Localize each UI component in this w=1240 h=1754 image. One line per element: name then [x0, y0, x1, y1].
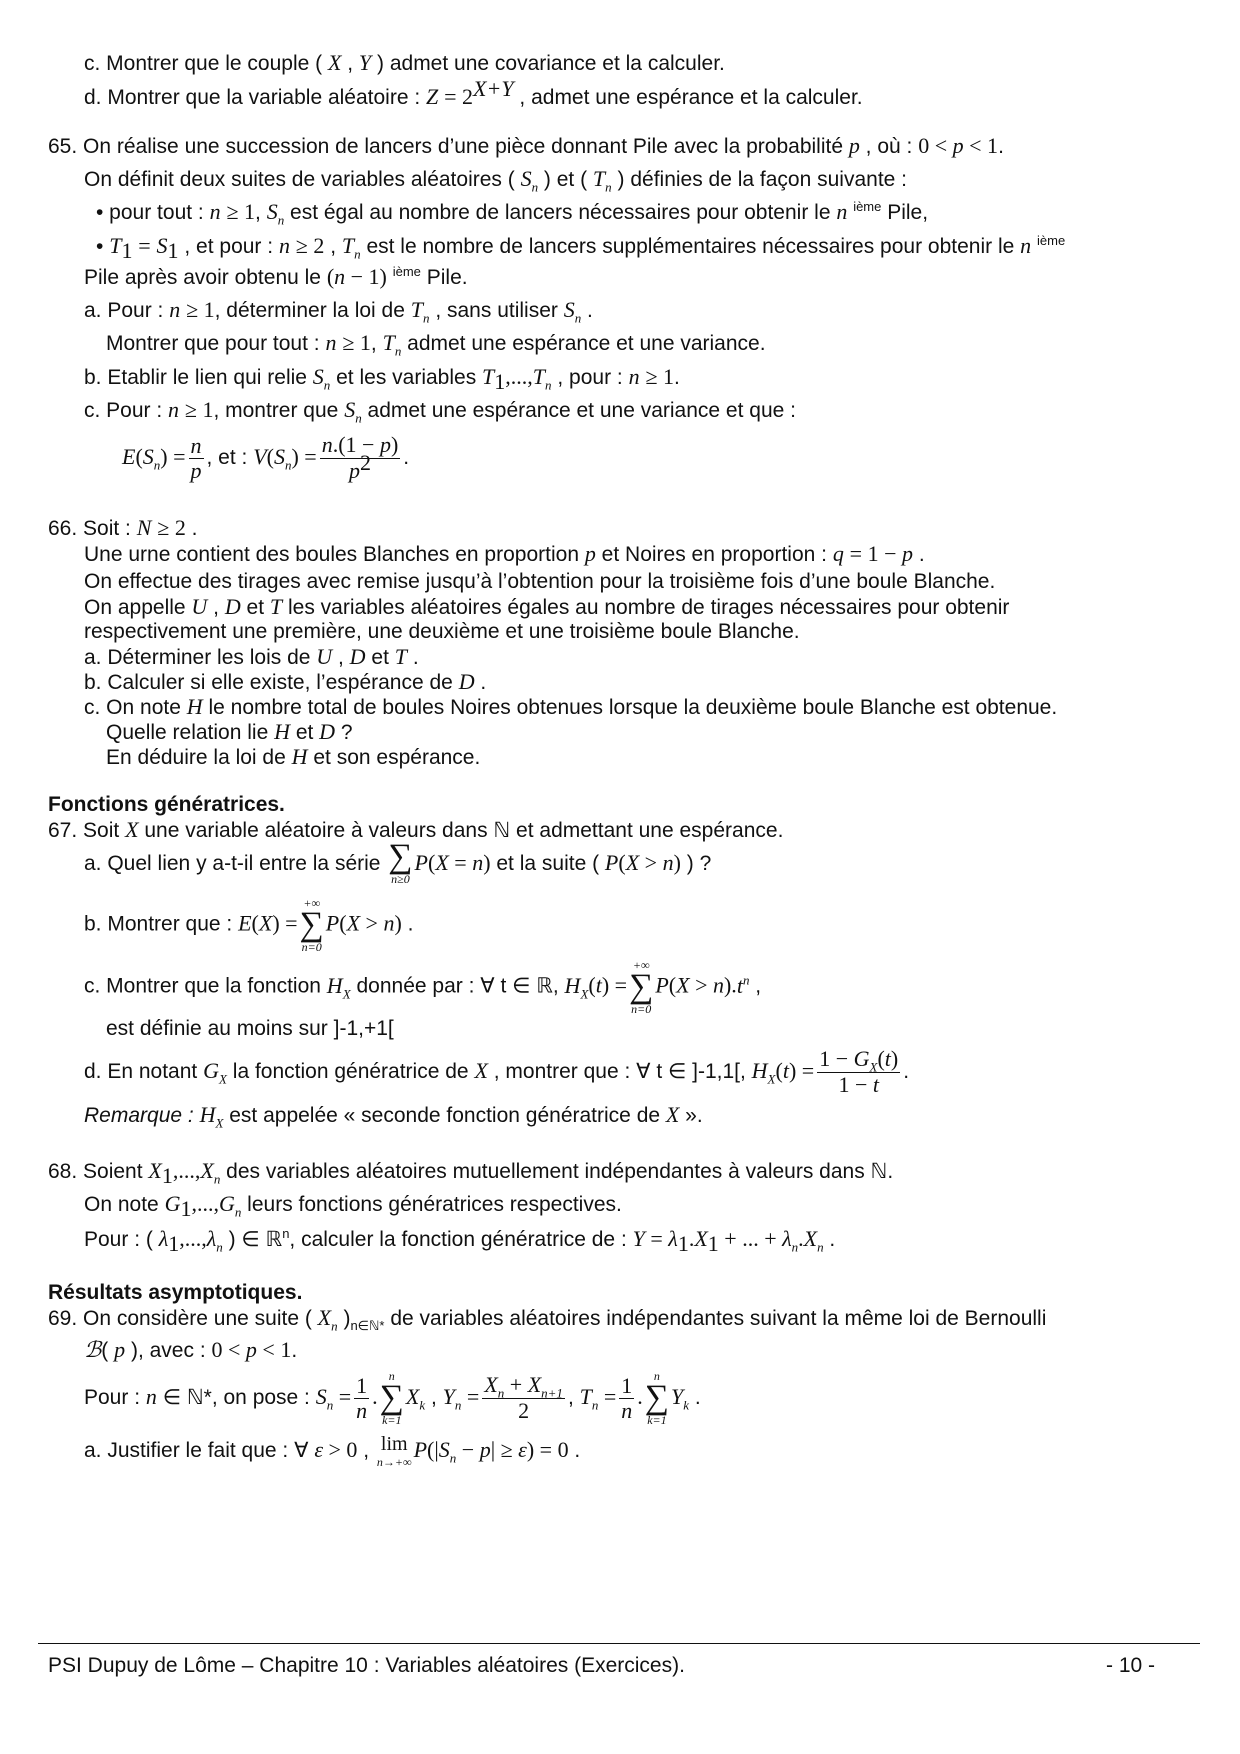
- ex65-bullet2: • $T_1 = S_1$ , et pour : n ≥ 2 , $T_n$ est le nombre de lancers supplémentaires nécessaires pour obtenir le n $^{ième}$: [96, 233, 1066, 264]
- ex65-c: c. Pour : n ≥ 1, montrer que $S_n$ admet une espérance et une variance et que :: [84, 397, 796, 426]
- ex67-a: a. Quel lien y a-t-il entre la série ∑ n≥0 P(X = n) et la suite ( P(X > n) ) ?: [84, 838, 712, 887]
- ex67-c2: est définie au moins sur ]-1,+1[: [106, 1017, 394, 1040]
- ex69-intro: 69. On considère une suite ( $X_n$ )$_{n\in ℕ*}$ de variables aléatoires indépendantes suivant la même loi de Bernoulli: [48, 1305, 1047, 1334]
- ex69-l2: Pour : n ∈ ℕ*, on pose : $S_n$ = $\frac{1}{n}$ . n ∑ k=1 $X_k$ , $Y_n$ = $\frac{X_n + X_{n+1}}{2}$ , $T_n$ = $\frac{1}{n}$ . n ∑ k=1 $Y_k$ .: [84, 1369, 701, 1428]
- ex68-l2: Pour : ( $\lambda_1,...,\lambda_n$ ) ∈ ℝ$^n$, calculer la fonction génératrice de : $Y = \lambda_1.X_1$ + ... + $\lambda_n.X_n$ .: [84, 1226, 836, 1257]
- ex68-intro: 68. Soient $X_1,...,X_n$ des variables aléatoires mutuellement indépendantes à valeurs dans ℕ.: [48, 1158, 894, 1189]
- ex64-c: c. Montrer que le couple ( X , Y ) admet une covariance et la calculer.: [84, 50, 725, 75]
- ex65-a2: Montrer que pour tout : n ≥ 1, $T_n$ admet une espérance et une variance.: [106, 330, 766, 359]
- ex65-b: b. Etablir le lien qui relie $S_n$ et les variables $T_1,...,T_n$ , pour : n ≥ 1.: [84, 364, 680, 395]
- ex65-a1: a. Pour : n ≥ 1, déterminer la loi de $T_n$ , sans utiliser $S_n$ .: [84, 297, 593, 326]
- ex67-c: c. Montrer que la fonction $H_X$ donnée par : ∀ t ∈ ℝ, $H_X(t)$ = +∞ ∑ n=0 $P(X > n).t^n$ ,: [84, 958, 762, 1016]
- ex67-d: d. En notant $G_X$ la fonction génératrice de X , montrer que : ∀ t ∈ ]-1,1[, $H_X(t)$ = $\frac{1 - G_X(t)}{1 - t}$ .: [84, 1045, 910, 1097]
- ex67-b: b. Montrer que : E(X) = +∞ ∑ n=0 P(X > n) .: [84, 896, 414, 954]
- section-title-generatrices: Fonctions génératrices.: [48, 793, 285, 816]
- ex66-b: b. Calculer si elle existe, l’espérance de D .: [84, 669, 487, 694]
- ex65-def: On définit deux suites de variables aléatoires ( $S_n$ ) et ( $T_n$ ) définies de la façon suivante :: [84, 166, 908, 195]
- section-title-asymptotiques: Résultats asymptotiques.: [48, 1281, 303, 1304]
- ex69-l1: ℬ( p ), avec : 0 < p < 1.: [84, 1337, 298, 1362]
- ex66-c2: Quelle relation lie H et D ?: [106, 719, 353, 744]
- ex66-l1: Une urne contient des boules Blanches en proportion p et Noires en proportion : q = 1 − p .: [84, 541, 925, 566]
- ex66-intro: 66. Soit : N ≥ 2 .: [48, 515, 198, 540]
- ex65-intro: 65. On réalise une succession de lancers d’une pièce donnant Pile avec la probabilité p , où : 0 < p < 1.: [48, 133, 1004, 158]
- page-number: - 10 -: [1106, 1654, 1156, 1677]
- ex65-bullet1: • pour tout : n ≥ 1, $S_n$ est égal au nombre de lancers nécessaires pour obtenir le n $^{ième}$ Pile,: [96, 199, 929, 228]
- footer-title: PSI Dupuy de Lôme – Chapitre 10 : Variables aléatoires (Exercices).: [48, 1654, 685, 1677]
- ex66-c: c. On note H le nombre total de boules Noires obtenues lorsque la deuxième boule Blanche est obtenue.: [84, 694, 1058, 719]
- ex64-d: d. Montrer que la variable aléatoire : $Z = 2^{X+Y}$ , admet une espérance et la calculer.: [84, 76, 863, 109]
- ex67-intro: 67. Soit X une variable aléatoire à valeurs dans ℕ et admettant une espérance.: [48, 817, 784, 842]
- ex65-formula: $E(S_n)$ = $\frac{n}{p}$ , et : $V(S_n)$ = $\frac{n.(1 - p)}{p^2}$ .: [122, 431, 410, 483]
- ex68-l1: On note $G_1,...,G_n$ leurs fonctions génératrices respectives.: [84, 1191, 622, 1222]
- ex69-a: a. Justifier le fait que : ∀ ε > 0 , lim n→+∞ $P(|S_n - p| \ge \varepsilon) = 0$ .: [84, 1433, 581, 1470]
- ex67-rem: Remarque : $H_X$ est appelée « seconde fonction génératrice de X ».: [84, 1102, 703, 1131]
- ex66-l2: On effectue des tirages avec remise jusqu’à l’obtention pour la troisième fois d’une boule Blanche.: [84, 570, 996, 593]
- ex66-l4: respectivement une première, une deuxième et une troisième boule Blanche.: [84, 620, 800, 643]
- ex66-l3: On appelle U , D et T les variables aléatoires égales au nombre de tirages nécessaires pour obtenir: [84, 594, 1010, 619]
- ex65-bullet2b: Pile après avoir obtenu le (n − 1) $^{ième}$ Pile.: [84, 264, 468, 289]
- ex66-c3: En déduire la loi de H et son espérance.: [106, 744, 481, 769]
- ex66-a: a. Déterminer les lois de U , D et T .: [84, 644, 419, 669]
- footer-rule: [38, 1643, 1200, 1644]
